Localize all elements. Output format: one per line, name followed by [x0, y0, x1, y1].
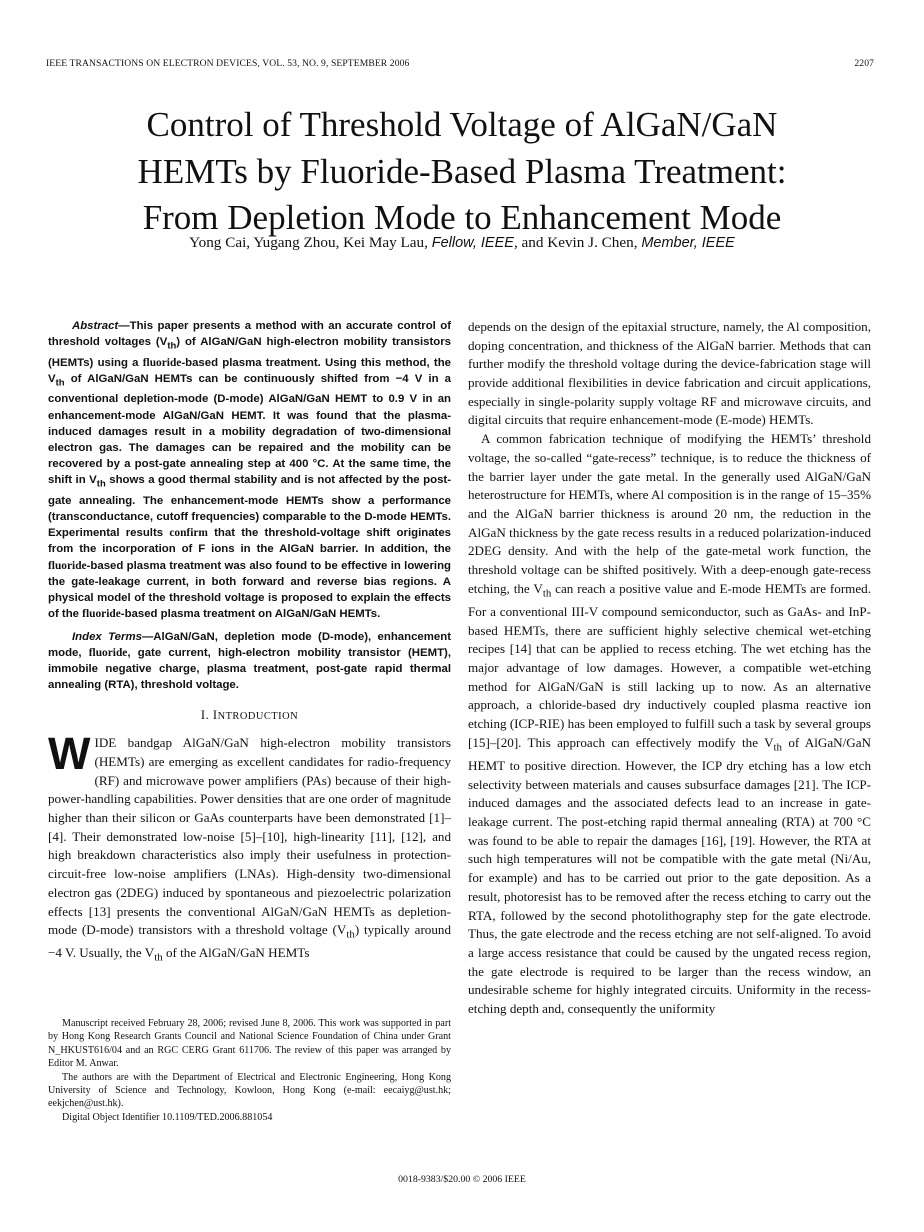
index-terms-term: fluoride: [88, 646, 128, 659]
right-paragraph-1: depends on the design of the epitaxial structure, namely, the Al composition, doping concentration, and thickness of the AlGaN barrier. Methods that can further modify the threshold voltage during the device-fabrication stage will provide additional flexibilities in device fabrication and circuit applications, especially in single-polarity supply voltage RF and microwave circuits, and digital circuits that require enhancement-mode (E-mode) HEMTs.: [468, 319, 871, 428]
intro-text: IDE bandgap AlGaN/GaN high-electron mobility transistors (HEMTs) are emerging as excellent candidates for radio-frequency (RF) and microwave power amplifiers (PAs) because of their high-power-handling capabilities. Power densities that are one order of magnitude higher than their silicon or GaAs counterparts have been demonstrated [1]–[4]. Their demonstrated low-noise [5]–[10], high-linearity [11], [12], and high breakdown characteristics also imply their usefulness in protection-circuit-free low-noise amplifiers (LNAs). High-density two-dimensional electron gas (2DEG) induced by spontaneous and piezoelectric polarization effects [13] presents the conventional AlGaN/GaN HEMTs as depletion-mode (D-mode) transistors with a threshold voltage (V: [48, 735, 451, 938]
abstract-text: ) of AlGaN/GaN high-electron mobility transistors (HEMTs) using a: [48, 336, 451, 369]
right-text: can reach a positive value and E-mode HEMTs are formed. For a conventional III-V compound semiconductor, such as GaAs- and InP-based HEMTs, there are sufficient highly selective chemical wet-etching recipes [14] that can be applied to recess etching. The wet etching has the major advantage of low damages. However, a compatible wet-etching method for AlGaN/GaN is still lacking up to now. As an alternative approach, a chloride-based dry inductively coupled plasma reactive ion etching (ICP-RIE) has been employed to fulfill such a task by several groups [15]–[20]. This approach can effectively modify the V: [468, 580, 872, 750]
abstract-dash: —: [118, 320, 130, 332]
footnote-affiliation: The authors are with the Department of Electrical and Electronic Engineering, Hong Kong University of Science and Technology, Kowloon, Hong Kong (e-mail: eecaiyg@ust.hk; eekjchen@ust.hk).: [48, 1071, 451, 1110]
abstract: [48, 318, 451, 623]
abstract-text: -based plasma treatment on AlGaN/GaN HEMTs.: [120, 608, 381, 621]
abstract-subscript: th: [96, 478, 106, 490]
intro-subscript: th: [346, 928, 355, 941]
title-line-3: From Depletion Mode to Enhancement Mode: [142, 198, 782, 237]
abstract-text: shows a good thermal stability and is not affected by the post-gate annealing. The enhancement-mode HEMTs show a performance (transconductance, cutoff frequencies) comparable to the D-mode HEMTs. Experimental results: [48, 474, 451, 540]
index-terms-label: Index Terms: [72, 630, 142, 643]
section-heading-introduction: [48, 708, 451, 723]
abstract-text: of AlGaN/GaN HEMTs can be continuously shifted from −4 V in a conventional depletion-mode (D-mode) AlGaN/GaN HEMT to 0.9 V in an enhancement-mode AlGaN/GaN HEMT. It was found that the plasma-induced damages result in a mobility degradation of two-dimensional electron gas. The damages can be repaired and the mobility can be recovered by a post-gate annealing step at 400 °C. At the same time, the shift in V: [48, 372, 451, 487]
abstract-term: fluoride: [142, 356, 182, 369]
abstract-label: Abstract: [72, 320, 119, 332]
author-grade-fellow: Fellow, IEEE: [431, 235, 514, 251]
abstract-subscript: th: [55, 377, 65, 389]
right-column: [468, 318, 871, 1019]
section-title-cap: I: [212, 708, 218, 723]
intro-subscript: th: [154, 952, 163, 965]
index-terms-dash: —: [141, 630, 154, 643]
section-numeral: I.: [200, 708, 213, 723]
author-names-2: , and Kevin J. Chen,: [513, 234, 642, 251]
abstract-term: fluoride: [82, 608, 121, 621]
right-subscript: th: [542, 587, 552, 600]
footnote: [48, 1017, 451, 1124]
abstract-text: -based plasma treatment was also found to be effective in lowering the gate-leakage current, in both forward and reverse bias regions. A physical model of the threshold voltage is proposed to explain the effects of the: [48, 559, 451, 621]
abstract-subscript: th: [167, 340, 177, 352]
abstract-term: fluoride: [48, 559, 87, 572]
right-text: A common fabrication technique of modifying the HEMTs’ threshold voltage, the so-called “gate-recess” technique, is to reduce the thickness of the barrier layer under the gate metal. In the generally used AlGaN/GaN heterostructure for HEMTs, where Al composition is in the range of 15–35% and the AlGaN barrier thickness is around 20 nm, the reduction in the AlGaN thickness by the gate recess results in a reduced polarization-induced 2DEG density. And with the help of the gate-metal work function, the threshold voltage can be shifted positively. With a deep-enough gate-recess etching, the V: [468, 431, 871, 596]
author-names: Yong Cai, Yugang Zhou, Kei May Lau,: [189, 234, 432, 251]
title-line-2: HEMTs by Fluoride-Based Plasma Treatment:: [137, 151, 787, 191]
introduction-paragraph: [48, 728, 451, 967]
drop-cap: W: [48, 728, 91, 780]
page-number: 2207: [854, 58, 874, 69]
abstract-text: -based plasma treatment. Using this method, the V: [48, 356, 451, 385]
author-grade-member: Member, IEEE: [641, 235, 735, 251]
right-text: of AlGaN/GaN HEMT to positive direction. However, the ICP dry etching has a low etch selectivity between materials and causes subsurface damages [21]. The ICP-induced damages and the associated defects lead to an increase in gate-leakage current. The post-etching rapid thermal annealing (RTA) at 700 °C was found to be able to repair the damages [16], [19]. However, the RTA at such high temperatures will not be compatible with the gate metal (Ni/Au, for example) and has to be carried out prior to the gate deposition. As a result, photoresist has to be removed after the recess etching to carry out the RTA, followed by the second photolithography step for the gate electrode. Thus, the gate electrode and the recess etching are not self-aligned. To avoid a large access resistance that could be caused by the ungated recess region, the gate electrode is required to be larger than the recess window, an undesirable scheme for highly integrated circuits. Uniformity in the recess-etching depth and, consequently the uniformity: [468, 734, 871, 1016]
intro-text: ) typically around −4 V. Usually, the V: [48, 922, 451, 961]
copyright-line: 0018-9383/$20.00 © 2006 IEEE: [398, 1174, 526, 1185]
paper-title: [40, 102, 884, 242]
abstract-text: This paper presents a method with an accurate control of threshold voltages (V: [48, 320, 451, 349]
right-paragraph-2: [468, 430, 871, 1019]
intro-text: of the AlGaN/GaN HEMTs: [162, 945, 310, 961]
abstract-term: confirm: [169, 527, 208, 540]
index-terms-text: , gate current, high-electron mobility transistor (HEMT), immobile negative charge, plasma treatment, post-gate rapid thermal annealing (RTA), threshold voltage.: [48, 646, 451, 692]
abstract-text: that the threshold-voltage shift originates from the incorporation of F ions in the AlGaN barrier. In addition, the: [48, 527, 451, 556]
index-terms-text: AlGaN/GaN, depletion mode (D-mode), enhancement mode,: [48, 630, 451, 659]
footnote-doi: Digital Object Identifier 10.1109/TED.2006.881054: [62, 1111, 273, 1123]
section-title-rest: NTRODUCTION: [217, 711, 299, 723]
right-subscript: th: [773, 741, 783, 754]
left-column: [48, 318, 451, 968]
footnote-manuscript: Manuscript received February 28, 2006; revised June 8, 2006. This work was supported in part by Hong Kong Research Grants Council and National Science Foundation of China under Grant N_HKUST616/04 and an RGC CERG Grant 611706. The review of this paper was arranged by Editor M. Anwar.: [48, 1018, 451, 1070]
author-list: [40, 234, 884, 252]
journal-name: IEEE TRANSACTIONS ON ELECTRON DEVICES, VOL. 53, NO. 9, SEPTEMBER 2006: [46, 58, 410, 69]
title-line-1: Control of Threshold Voltage of AlGaN/GaN: [146, 105, 778, 144]
index-terms: [48, 629, 451, 694]
